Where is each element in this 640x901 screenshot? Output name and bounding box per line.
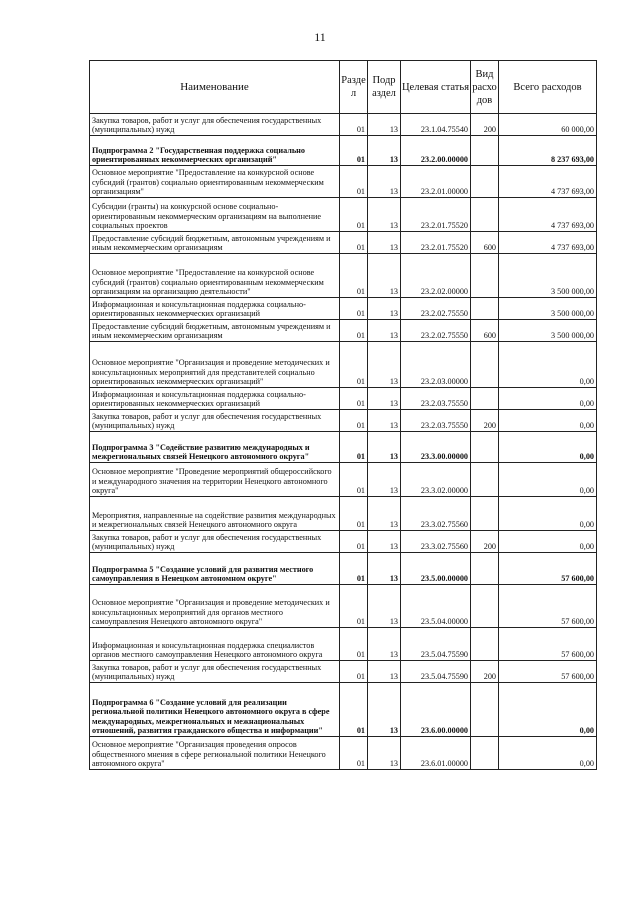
table-row — [90, 628, 597, 661]
row-expense-type — [471, 628, 499, 661]
row-subsection: 13 — [368, 661, 401, 683]
header-expense-type: Вид расхо дов — [471, 61, 499, 114]
row-subsection: 13 — [368, 628, 401, 661]
row-expense-type: 600 — [471, 320, 499, 342]
row-section: 01 — [340, 298, 368, 320]
row-target-article: 23.5.04.00000 — [401, 585, 471, 628]
row-section: 01 — [340, 198, 368, 232]
table-row — [90, 683, 597, 737]
row-expense-type — [471, 298, 499, 320]
row-target-article: 23.5.00.00000 — [401, 553, 471, 585]
header-total: Всего расходов — [499, 61, 597, 114]
row-section: 01 — [340, 553, 368, 585]
row-section: 01 — [340, 410, 368, 432]
row-total: 60 000,00 — [499, 114, 597, 136]
header-subsection: Подр аздел — [368, 61, 401, 114]
row-expense-type — [471, 585, 499, 628]
header-name: Наименование — [90, 61, 340, 114]
row-total: 57 600,00 — [499, 585, 597, 628]
table-row — [90, 136, 597, 166]
row-name: Подпрограмма 5 "Создание условий для развития местного самоуправления в Ненецком автономном округе" — [90, 553, 340, 585]
row-target-article: 23.2.02.00000 — [401, 254, 471, 298]
row-expense-type: 600 — [471, 232, 499, 254]
row-expense-type — [471, 136, 499, 166]
row-name: Закупка товаров, работ и услуг для обеспечения государственных (муниципальных) нужд — [90, 114, 340, 136]
row-name: Предоставление субсидий бюджетным, автономным учреждениям и иным некоммерческим организациям — [90, 232, 340, 254]
header-row — [90, 61, 597, 114]
row-expense-type — [471, 254, 499, 298]
row-subsection: 13 — [368, 166, 401, 198]
row-total: 57 600,00 — [499, 628, 597, 661]
row-total: 8 237 693,00 — [499, 136, 597, 166]
table-row — [90, 232, 597, 254]
row-expense-type — [471, 497, 499, 531]
row-total: 0,00 — [499, 683, 597, 737]
row-expense-type — [471, 198, 499, 232]
table-row — [90, 254, 597, 298]
row-total: 0,00 — [499, 410, 597, 432]
row-subsection: 13 — [368, 497, 401, 531]
table-body — [90, 114, 597, 770]
table-row — [90, 497, 597, 531]
row-expense-type — [471, 463, 499, 497]
row-subsection: 13 — [368, 198, 401, 232]
row-total: 0,00 — [499, 432, 597, 463]
row-expense-type — [471, 737, 499, 770]
table-row — [90, 432, 597, 463]
row-subsection: 13 — [368, 410, 401, 432]
row-target-article: 23.2.01.75520 — [401, 232, 471, 254]
row-expense-type — [471, 388, 499, 410]
row-total: 3 500 000,00 — [499, 320, 597, 342]
row-target-article: 23.2.01.75520 — [401, 198, 471, 232]
row-name: Закупка товаров, работ и услуг для обеспечения государственных (муниципальных) нужд — [90, 661, 340, 683]
row-expense-type: 200 — [471, 531, 499, 553]
row-subsection: 13 — [368, 531, 401, 553]
row-section: 01 — [340, 432, 368, 463]
table-row — [90, 298, 597, 320]
row-section: 01 — [340, 114, 368, 136]
row-expense-type: 200 — [471, 114, 499, 136]
row-total: 0,00 — [499, 342, 597, 388]
row-total: 57 600,00 — [499, 661, 597, 683]
row-expense-type — [471, 553, 499, 585]
table-row — [90, 320, 597, 342]
row-subsection: 13 — [368, 136, 401, 166]
row-name: Информационная и консультационная поддержка социально-ориентированных некоммерческих организаций — [90, 298, 340, 320]
row-section: 01 — [340, 342, 368, 388]
row-section: 01 — [340, 166, 368, 198]
header-section: Разде л — [340, 61, 368, 114]
row-section: 01 — [340, 531, 368, 553]
table-row — [90, 463, 597, 497]
row-section: 01 — [340, 737, 368, 770]
row-total: 4 737 693,00 — [499, 232, 597, 254]
table-row — [90, 342, 597, 388]
row-target-article: 23.6.00.00000 — [401, 683, 471, 737]
row-name: Мероприятия, направленные на содействие развития международных и межрегиональных связей Ненецкого автономного округа — [90, 497, 340, 531]
row-total: 4 737 693,00 — [499, 198, 597, 232]
row-subsection: 13 — [368, 320, 401, 342]
header-target-article: Целевая статья — [401, 61, 471, 114]
row-target-article: 23.2.00.00000 — [401, 136, 471, 166]
row-subsection: 13 — [368, 254, 401, 298]
row-section: 01 — [340, 683, 368, 737]
row-name: Основное мероприятие "Предоставление на конкурсной основе субсидий (грантов) социально ориентированным некоммерческим организациям на организацию деятельности" — [90, 254, 340, 298]
row-subsection: 13 — [368, 683, 401, 737]
row-name: Субсидии (гранты) на конкурсной основе социально-ориентированным некоммерческим организациям на выполнение социальных проектов — [90, 198, 340, 232]
row-expense-type: 200 — [471, 410, 499, 432]
row-section: 01 — [340, 661, 368, 683]
table-row — [90, 737, 597, 770]
table-row — [90, 166, 597, 198]
page-number: 11 — [314, 30, 326, 44]
row-target-article: 23.2.03.00000 — [401, 342, 471, 388]
table-row — [90, 531, 597, 553]
row-target-article: 23.2.02.75550 — [401, 298, 471, 320]
row-name: Предоставление субсидий бюджетным, автономным учреждениям и иным некоммерческим организациям — [90, 320, 340, 342]
row-total: 3 500 000,00 — [499, 254, 597, 298]
row-subsection: 13 — [368, 232, 401, 254]
table-row — [90, 661, 597, 683]
row-section: 01 — [340, 136, 368, 166]
row-subsection: 13 — [368, 388, 401, 410]
row-name: Информационная и консультационная поддержка специалистов органов местного самоуправления Ненецкого автономного округа — [90, 628, 340, 661]
row-total: 0,00 — [499, 497, 597, 531]
row-section: 01 — [340, 254, 368, 298]
row-name: Закупка товаров, работ и услуг для обеспечения государственных (муниципальных) нужд — [90, 531, 340, 553]
row-target-article: 23.5.04.75590 — [401, 628, 471, 661]
table-row — [90, 388, 597, 410]
row-target-article: 23.2.03.75550 — [401, 410, 471, 432]
row-name: Закупка товаров, работ и услуг для обеспечения государственных (муниципальных) нужд — [90, 410, 340, 432]
row-target-article: 23.2.01.00000 — [401, 166, 471, 198]
row-expense-type — [471, 166, 499, 198]
row-section: 01 — [340, 497, 368, 531]
row-name: Подпрограмма 2 "Государственная поддержка социально ориентированных некоммерческих организаций" — [90, 136, 340, 166]
row-name: Основное мероприятие "Организация и проведение методических и консультационных мероприятий для органов местного самоуправления Ненецкого автономного округа" — [90, 585, 340, 628]
row-expense-type — [471, 683, 499, 737]
row-target-article: 23.2.03.75550 — [401, 388, 471, 410]
row-subsection: 13 — [368, 342, 401, 388]
row-expense-type — [471, 342, 499, 388]
row-total: 0,00 — [499, 531, 597, 553]
row-subsection: 13 — [368, 298, 401, 320]
row-subsection: 13 — [368, 737, 401, 770]
row-section: 01 — [340, 388, 368, 410]
row-total: 57 600,00 — [499, 553, 597, 585]
row-name: Основное мероприятие "Организация и проведение методических и консультационных мероприятий для представителей социально ориентированных некоммерческих организаций" — [90, 342, 340, 388]
row-total: 0,00 — [499, 463, 597, 497]
table-row — [90, 585, 597, 628]
row-name: Информационная и консультационная поддержка социально-ориентированных некоммерческих организаций — [90, 388, 340, 410]
row-target-article: 23.5.04.75590 — [401, 661, 471, 683]
row-subsection: 13 — [368, 114, 401, 136]
row-section: 01 — [340, 628, 368, 661]
row-name: Подпрограмма 6 "Создание условий для реализации региональной политики Ненецкого автономного округа в сфере международных, межрегиональных и межнациональных отношений, развития гражданского общества и информации" — [90, 683, 340, 737]
row-name: Основное мероприятие "Предоставление на конкурсной основе субсидий (грантов) социально ориентированным некоммерческим организациям" — [90, 166, 340, 198]
row-target-article: 23.3.02.75560 — [401, 497, 471, 531]
row-name: Основное мероприятие "Организация проведения опросов общественного мнения в сфере региональной политики Ненецкого автономного округа" — [90, 737, 340, 770]
table-row — [90, 553, 597, 585]
row-expense-type: 200 — [471, 661, 499, 683]
budget-table — [89, 60, 597, 770]
row-target-article: 23.3.00.00000 — [401, 432, 471, 463]
row-target-article: 23.3.02.00000 — [401, 463, 471, 497]
row-total: 3 500 000,00 — [499, 298, 597, 320]
row-name: Подпрограмма 3 "Содействие развитию международных и межрегиональных связей Ненецкого автономного округа" — [90, 432, 340, 463]
row-target-article: 23.1.04.75540 — [401, 114, 471, 136]
row-section: 01 — [340, 232, 368, 254]
row-total: 0,00 — [499, 737, 597, 770]
row-expense-type — [471, 432, 499, 463]
row-target-article: 23.6.01.00000 — [401, 737, 471, 770]
table-row — [90, 198, 597, 232]
row-section: 01 — [340, 320, 368, 342]
row-name: Основное мероприятие "Проведение мероприятий общероссийского и международного значения на территории Ненецкого автономного округа" — [90, 463, 340, 497]
row-subsection: 13 — [368, 432, 401, 463]
row-subsection: 13 — [368, 553, 401, 585]
row-section: 01 — [340, 463, 368, 497]
table-row — [90, 114, 597, 136]
row-target-article: 23.2.02.75550 — [401, 320, 471, 342]
table-row — [90, 410, 597, 432]
row-total: 0,00 — [499, 388, 597, 410]
row-target-article: 23.3.02.75560 — [401, 531, 471, 553]
row-subsection: 13 — [368, 585, 401, 628]
row-subsection: 13 — [368, 463, 401, 497]
row-total: 4 737 693,00 — [499, 166, 597, 198]
row-section: 01 — [340, 585, 368, 628]
